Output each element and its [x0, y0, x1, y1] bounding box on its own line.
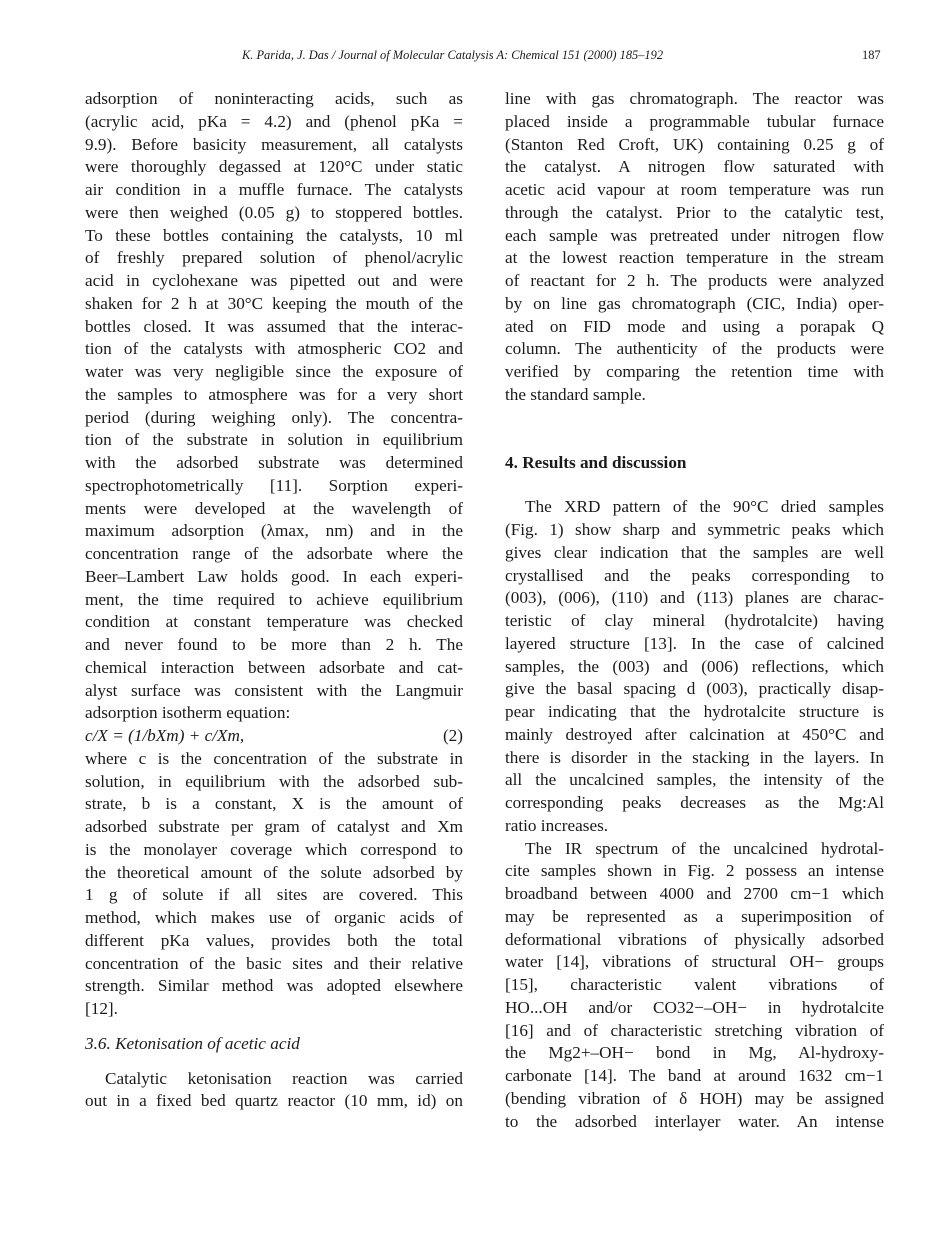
text-line: different pKa values, provides both the total [85, 930, 463, 950]
spacer [505, 474, 884, 496]
text-line: air condition in a muffle furnace. The catalysts [85, 180, 463, 199]
running-header [0, 48, 950, 68]
text-line: Catalytic ketonisation reaction was carried [105, 1068, 463, 1088]
text-line: (003), (006), (110) and (113) planes are charac- [505, 588, 884, 608]
text-line: adsorption of noninteracting acids, such as [85, 89, 463, 108]
left-column [85, 88, 463, 1113]
text-line: ratio increases. [505, 815, 609, 835]
text-line: concentration range of the adsorbate where the [85, 544, 463, 563]
text-line: solution, in equilibrium with the adsorbed sub- [85, 771, 463, 791]
subsection-heading: 3.6. Ketonisation of acetic acid [85, 1033, 300, 1053]
section-heading: 4. Results and discussion [505, 452, 687, 472]
text-line: the Mg2+–OH− bond in Mg, Al-hydroxy- [505, 1043, 884, 1063]
text-line: by on line gas chromatograph (CIC, India) oper- [505, 293, 884, 313]
text-line: gives clear indication that the samples are well [505, 542, 884, 562]
text-line: out in a fixed bed quartz reactor (10 mm, id) on [85, 1091, 463, 1111]
text-line: (Stanton Red Croft, UK) containing 0.25 g of [505, 134, 884, 154]
text-line: To these bottles containing the catalysts, 10 ml [85, 225, 463, 245]
text-line: through the catalyst. Prior to the catalytic test, [505, 202, 884, 222]
text-line: shaken for 2 h at 30°C keeping the mouth of the [85, 293, 463, 313]
text-line: deformational vibrations of physically adsorbed [505, 929, 884, 949]
text-line: mainly destroyed after calcination at 450°C and [505, 724, 884, 744]
equation-text: c/X = (1/bXm) + c/Xm, [85, 726, 245, 745]
text-line: crystallised and the peaks corresponding to [505, 565, 884, 585]
text-line: broadband between 4000 and 2700 cm−1 which [505, 884, 884, 903]
text-line: were then weighed (0.05 g) to stoppered bottles. [85, 202, 463, 222]
text-line: Beer–Lambert Law holds good. In each experi- [85, 566, 463, 586]
text-line: strength. Similar method was adopted elsewhere [85, 976, 463, 996]
text-line: where c is the concentration of the substrate in [85, 748, 463, 768]
text-line: period (during weighing only). The concentra- [85, 407, 463, 427]
spacer [85, 1056, 463, 1068]
text-line: give the basal spacing d (003), practically disap- [505, 679, 884, 699]
text-line: placed inside a programmable tubular furnace [505, 111, 884, 131]
text-line: acetic acid vapour at room temperature was run [505, 180, 884, 199]
text-line: tion of the catalysts with atmospheric CO2 and [85, 339, 463, 359]
text-line: carbonate [14]. The band at around 1632 cm−1 [505, 1066, 884, 1085]
text-line: with the adsorbed substrate was determined [85, 453, 463, 472]
text-line: to the adsorbed interlayer water. An intense [505, 1111, 884, 1131]
text-line: bottles closed. It was assumed that the interac- [85, 316, 463, 336]
equation-number: (2) [442, 726, 463, 745]
text-line: acid in cyclohexane was pipetted out and were [85, 271, 463, 290]
text-line: at the lowest reaction temperature in the stream [505, 248, 884, 268]
text-line: ment, the time required to achieve equilibrium [85, 589, 463, 609]
running-title: K. Parida, J. Das / Journal of Molecular Catalysis A: Chemical 151 (2000) 185–192 [242, 48, 664, 62]
text-line: corresponding peaks decreases as the Mg:Al [505, 793, 884, 812]
text-line: of reactant for 2 h. The products were analyzed [505, 271, 884, 290]
text-line: layered structure [13]. In the case of calcined [505, 633, 884, 653]
text-line: (acrylic acid, pKa = 4.2) and (phenol pKa = [85, 111, 463, 131]
text-line: HO...OH and/or CO32−–OH− in hydrotalcite [505, 997, 884, 1017]
text-line: of freshly prepared solution of phenol/acrylic [85, 248, 463, 268]
text-line: pear indicating that the hydrotalcite structure is [505, 702, 884, 721]
text-line: alyst surface was consistent with the Langmuir [85, 680, 463, 700]
spacer [85, 1021, 463, 1033]
text-line: the standard sample. [505, 384, 646, 404]
text-line: were thoroughly degassed at 120°C under static [85, 157, 463, 177]
text-line: cite samples shown in Fig. 2 possess an intense [505, 861, 884, 881]
text-line: line with gas chromatograph. The reactor was [505, 89, 884, 108]
text-line: [12]. [85, 999, 118, 1018]
page-number: 187 [862, 48, 881, 62]
text-line: method, which makes use of organic acids of [85, 908, 463, 927]
text-line: 1 g of solute if all sites are covered. This [85, 885, 463, 905]
text-line: the theoretical amount of the solute adsorbed by [85, 862, 463, 882]
text-line: tion of the substrate in solution in equilibrium [85, 430, 463, 450]
text-line: all the uncalcined samples, the intensity of the [505, 770, 884, 790]
text-line: adsorbed substrate per gram of catalyst and Xm [85, 817, 463, 836]
text-line: the samples to atmosphere was for a very short [85, 384, 463, 404]
text-line: water [14], vibrations of structural OH− groups [505, 952, 884, 972]
text-line: [16] and of characteristic stretching vibration of [505, 1020, 884, 1040]
text-line: and never found to be more than 2 h. The [85, 635, 463, 654]
text-line: 9.9). Before basicity measurement, all catalysts [85, 134, 463, 154]
text-line: there is disorder in the stacking in the layers. In [505, 747, 884, 767]
right-column [505, 88, 884, 1133]
text-line: samples, the (003) and (006) reflections, which [505, 656, 884, 676]
text-line: verified by comparing the retention time with [505, 362, 884, 381]
equation-2 [85, 725, 463, 748]
spacer [505, 407, 884, 452]
text-line: (Fig. 1) show sharp and symmetric peaks which [505, 520, 884, 539]
text-line: [15], characteristic valent vibrations of [505, 975, 884, 994]
text-line: The IR spectrum of the uncalcined hydrotal- [525, 838, 884, 858]
text-line: (bending vibration of δ HOH) may be assigned [505, 1088, 884, 1108]
text-line: maximum adsorption (λmax, nm) and in the [85, 521, 463, 541]
text-line: teristic of clay mineral (hydrotalcite) having [505, 611, 884, 630]
text-line: condition at constant temperature was checked [85, 612, 463, 632]
text-line: water was very negligible since the exposure of [85, 362, 463, 381]
text-line: chemical interaction between adsorbate and cat- [85, 657, 463, 677]
text-line: concentration of the basic sites and their relative [85, 953, 463, 973]
text-line: column. The authenticity of the products were [505, 339, 884, 359]
text-line: adsorption isotherm equation: [85, 703, 291, 723]
text-line: ments were developed at the wavelength of [85, 498, 463, 518]
text-line: The XRD pattern of the 90°C dried samples [525, 497, 884, 517]
text-line: may be represented as a superimposition of [505, 906, 884, 926]
text-line: ated on FID mode and using a porapak Q [505, 316, 884, 336]
text-line: each sample was pretreated under nitrogen flow [505, 225, 884, 245]
text-line: is the monolayer coverage which correspond to [85, 839, 463, 859]
text-line: spectrophotometrically [11]. Sorption experi- [85, 475, 463, 495]
text-line: the catalyst. A nitrogen flow saturated with [505, 157, 884, 177]
text-line: strate, b is a constant, X is the amount of [85, 794, 463, 814]
